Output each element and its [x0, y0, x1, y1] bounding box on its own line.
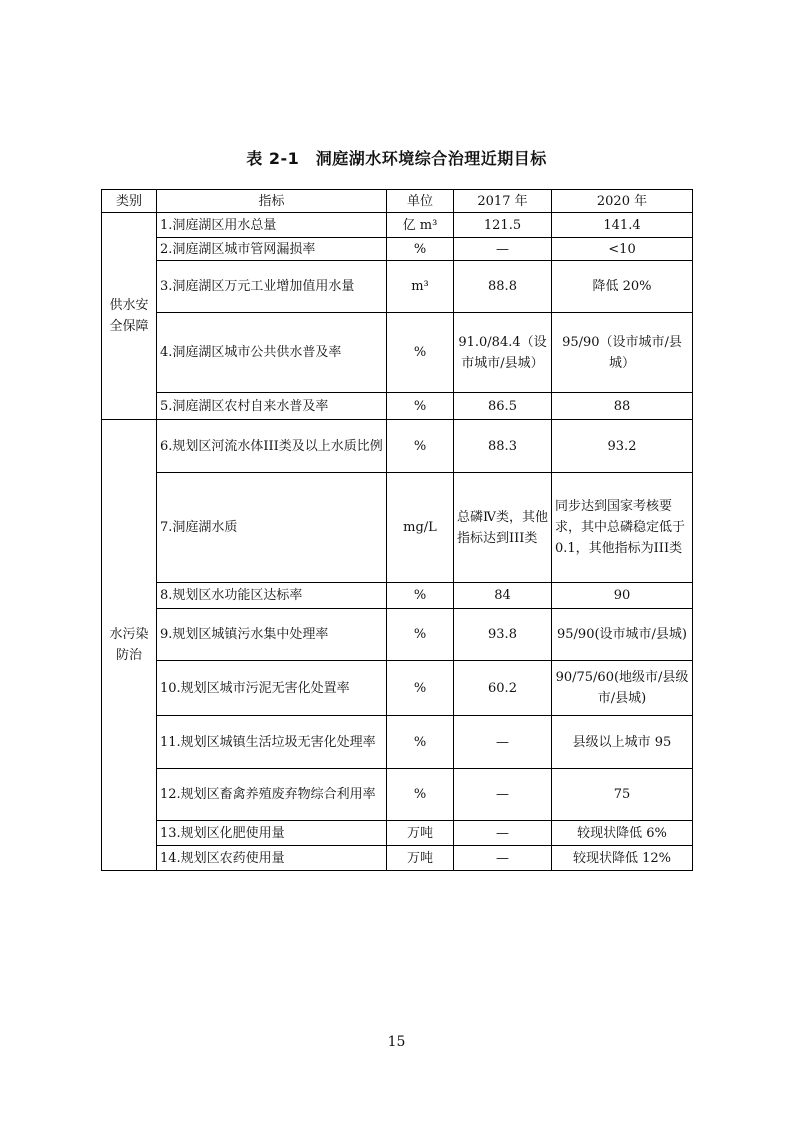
indicator-cell: 6.规划区河流水体III类及以上水质比例	[157, 420, 387, 473]
value-2020-cell: 90	[552, 583, 693, 609]
header-2017: 2017 年	[454, 190, 552, 213]
value-2017-cell: —	[454, 716, 552, 769]
header-indicator: 指标	[157, 190, 387, 213]
unit-cell: 亿 m³	[387, 213, 454, 238]
value-2020-cell: 县级以上城市 95	[552, 716, 693, 769]
indicator-cell: 14.规划区农药使用量	[157, 846, 387, 871]
indicator-cell: 11.规划区城镇生活垃圾无害化处理率	[157, 716, 387, 769]
value-2017-cell: 91.0/84.4（设市城市/县城）	[454, 313, 552, 393]
indicator-cell: 1.洞庭湖区用水总量	[157, 213, 387, 238]
value-2020-cell: 90/75/60(地级市/县级市/县城)	[552, 661, 693, 716]
value-2017-cell: —	[454, 846, 552, 871]
unit-cell: mg/L	[387, 473, 454, 583]
header-2020: 2020 年	[552, 190, 693, 213]
indicator-cell: 8.规划区水功能区达标率	[157, 583, 387, 609]
table-header-row	[102, 190, 693, 213]
table-row	[102, 846, 693, 871]
value-2020-cell: 较现状降低 12%	[552, 846, 693, 871]
table-row	[102, 609, 693, 661]
value-2020-cell: 同步达到国家考核要求，其中总磷稳定低于 0.1，其他指标为III类	[552, 473, 693, 583]
unit-cell: m³	[387, 261, 454, 313]
value-2017-cell: 88.8	[454, 261, 552, 313]
value-2020-cell: 降低 20%	[552, 261, 693, 313]
value-2017-cell: 93.8	[454, 609, 552, 661]
header-unit: 单位	[387, 190, 454, 213]
table-row	[102, 661, 693, 716]
value-2020-cell: 95/90(设市城市/县城)	[552, 609, 693, 661]
table-row	[102, 420, 693, 473]
targets-table	[101, 189, 693, 871]
indicator-cell: 10.规划区城市污泥无害化处置率	[157, 661, 387, 716]
table-row	[102, 769, 693, 821]
value-2020-cell: <10	[552, 238, 693, 261]
value-2020-cell: 93.2	[552, 420, 693, 473]
unit-cell: %	[387, 420, 454, 473]
value-2017-cell: 60.2	[454, 661, 552, 716]
table-row	[102, 238, 693, 261]
indicator-cell: 9.规划区城镇污水集中处理率	[157, 609, 387, 661]
value-2020-cell: 较现状降低 6%	[552, 821, 693, 846]
unit-cell: %	[387, 313, 454, 393]
value-2017-cell: 86.5	[454, 393, 552, 420]
indicator-cell: 13.规划区化肥使用量	[157, 821, 387, 846]
table-row	[102, 313, 693, 393]
value-2017-cell: 88.3	[454, 420, 552, 473]
table-row	[102, 821, 693, 846]
table-row	[102, 583, 693, 609]
table-row	[102, 261, 693, 313]
indicator-cell: 2.洞庭湖区城市管网漏损率	[157, 238, 387, 261]
value-2020-cell: 95/90（设市城市/县城）	[552, 313, 693, 393]
table-title: 表 2-1 洞庭湖水环境综合治理近期目标	[246, 149, 547, 168]
page-number: 15	[387, 1034, 406, 1050]
unit-cell: %	[387, 393, 454, 420]
indicator-cell: 12.规划区畜禽养殖废弃物综合利用率	[157, 769, 387, 821]
value-2020-cell: 75	[552, 769, 693, 821]
table-row	[102, 213, 693, 238]
value-2017-cell: —	[454, 769, 552, 821]
category-cell: 水污染防治	[102, 420, 157, 871]
unit-cell: %	[387, 609, 454, 661]
value-2020-cell: 88	[552, 393, 693, 420]
unit-cell: %	[387, 716, 454, 769]
unit-cell: %	[387, 238, 454, 261]
unit-cell: %	[387, 661, 454, 716]
value-2020-cell: 141.4	[552, 213, 693, 238]
unit-cell: 万吨	[387, 821, 454, 846]
category-cell: 供水安全保障	[102, 213, 157, 420]
value-2017-cell: 121.5	[454, 213, 552, 238]
value-2017-cell: —	[454, 238, 552, 261]
indicator-cell: 3.洞庭湖区万元工业增加值用水量	[157, 261, 387, 313]
header-category: 类别	[102, 190, 157, 213]
unit-cell: %	[387, 583, 454, 609]
value-2017-cell: 84	[454, 583, 552, 609]
table-row	[102, 473, 693, 583]
indicator-cell: 4.洞庭湖区城市公共供水普及率	[157, 313, 387, 393]
unit-cell: %	[387, 769, 454, 821]
value-2017-cell: —	[454, 821, 552, 846]
indicator-cell: 7.洞庭湖水质	[157, 473, 387, 583]
table-row	[102, 393, 693, 420]
unit-cell: 万吨	[387, 846, 454, 871]
value-2017-cell: 总磷Ⅳ类，其他指标达到III类	[454, 473, 552, 583]
table-row	[102, 716, 693, 769]
indicator-cell: 5.洞庭湖区农村自来水普及率	[157, 393, 387, 420]
